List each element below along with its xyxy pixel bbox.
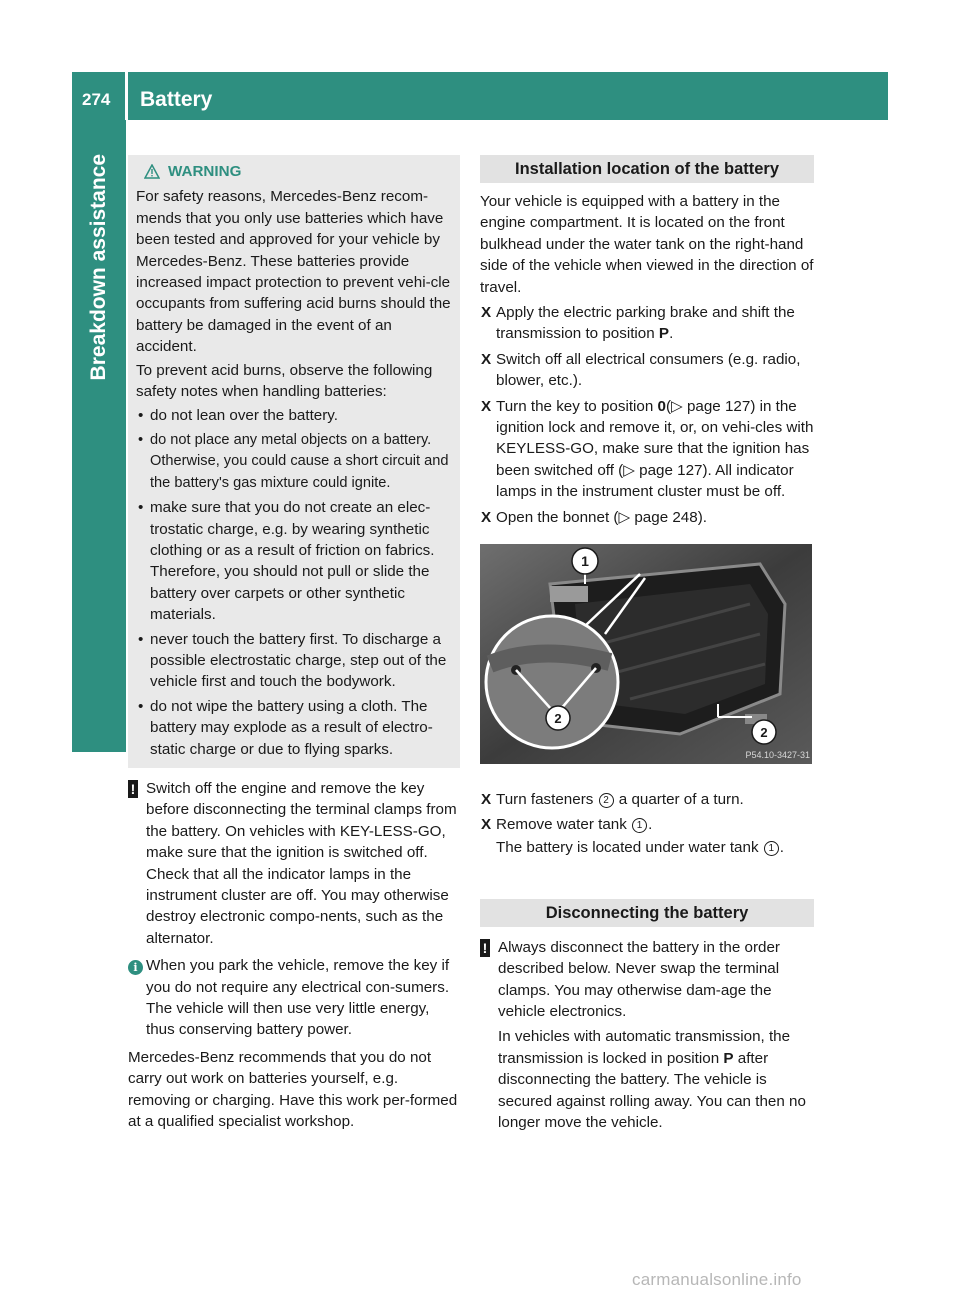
watermark: carmanualsonline.info [632, 1270, 802, 1289]
exclamation-icon: ! [128, 779, 138, 800]
step-marker-icon: X [481, 508, 492, 526]
step-marker-icon: X [481, 350, 492, 368]
step-text: Apply the electric parking brake and shift the transmission to position [496, 304, 795, 343]
info-icon: i [128, 956, 143, 977]
callout-ref-2: 2 [599, 793, 614, 808]
photo-code: P54.10-3427-31 [745, 750, 810, 761]
page-reference-link[interactable]: page 127 [686, 397, 751, 415]
warning-bullet: • never touch the battery first. To discharge a possible electrostatic charge, step out of the vehicle first and touch the bodywork. [136, 629, 456, 693]
step-text: . [648, 815, 653, 833]
page-reference-arrow-icon: ▷ [623, 461, 635, 479]
step-item [480, 302, 814, 345]
page-reference-arrow-icon: ▷ [671, 397, 683, 415]
callout-1 [572, 548, 598, 574]
page-reference-arrow-icon: ▷ [618, 508, 631, 526]
caution-note-text [498, 1026, 814, 1133]
callout-ref-1: 1 [632, 818, 647, 833]
callout-2 [752, 720, 776, 744]
svg-text:2: 2 [554, 711, 562, 727]
svg-text:2: 2 [760, 725, 768, 741]
gear-position: P [723, 1049, 734, 1067]
step-text: ( [665, 397, 672, 415]
step-note-text: The battery is located under water tank [496, 839, 763, 857]
warning-bullet: • make sure that you do not create an elec-trostatic charge, e.g. by wearing synthetic clothing or as a result of friction on fabrics. Therefore, you should not pull or slide the battery over carpets or other synthetic materials. [136, 497, 456, 625]
page-number: 274 [82, 90, 111, 109]
step-note [480, 837, 814, 858]
caution-note [128, 778, 460, 949]
installation-intro: Your vehicle is equipped with a battery in the engine compartment. It is located on the front bulkhead under the water tank on the right-hand side of the vehicle when viewed in the direction of travel. [480, 193, 814, 296]
header-divider [125, 72, 128, 120]
side-tab [72, 120, 126, 752]
info-note-text: When you park the vehicle, remove the key if you do not require any electrical con-sumers. The vehicle will then use very little energy, thus conserving battery power. [146, 957, 450, 1039]
step-item [480, 789, 814, 810]
battery-location-photo [480, 544, 812, 764]
step-item [480, 349, 814, 392]
step-text: a quarter of a turn. [614, 790, 744, 808]
caution-note-text: Switch off the engine and remove the key before disconnecting the terminal clamps from the battery. On vehicles with KEY-LESS-GO, make sure that the ignition is switched off. Check that all the indicator lamps in the instrument cluster are off. You may otherwise destroy electronic compo-nents, such as the alternator. [146, 779, 457, 947]
step-marker-icon: X [481, 397, 492, 415]
warning-bullet: • do not lean over the battery. [136, 405, 456, 426]
recommendation-text: Mercedes-Benz recommends that you do not carry out work on batteries yourself, e.g. removing or charging. Have this work per-formed at a qualified specialist workshop. [128, 1048, 458, 1131]
warning-bullet: • do not wipe the battery using a cloth. The battery may explode as a result of electro-static charge or due to flying sparks. [136, 696, 456, 760]
warning-bullet: • do not place any metal objects on a battery. Otherwise, you could cause a short circuit and the battery's gas mixture could ignite. [136, 430, 456, 494]
left-column [128, 155, 460, 1132]
caution-note-part: In vehicles with automatic transmission, the transmission is locked in position [498, 1028, 791, 1067]
step-marker-icon: X [481, 304, 492, 322]
side-tab-label: Breakdown assistance [87, 154, 110, 381]
warning-box [128, 155, 460, 768]
caution-note [480, 937, 814, 1134]
step-text: Open the bonnet ( [496, 508, 619, 526]
step-text: . [669, 325, 674, 343]
key-position: 0 [657, 397, 666, 415]
info-note [128, 955, 460, 1041]
warning-triangle-icon [144, 164, 160, 179]
caution-note-part: after disconnecting the battery. The vehicle is secured against rolling away. You can then no longer move the vehicle. [498, 1049, 806, 1131]
page-title: Battery [140, 88, 213, 111]
callout-2 [546, 706, 570, 730]
step-text: ) in the ignition lock and remove it, or, on vehi-cles with KEYLESS-GO, make sure that the ignition has been switched off ( [496, 397, 814, 479]
section-heading-installation: Installation location of the battery [480, 155, 814, 183]
step-text: Switch off all electrical consumers (e.g. radio, blower, etc.). [496, 350, 801, 390]
callout-ref-1: 1 [764, 841, 779, 856]
step-item [480, 396, 814, 503]
warning-intro: For safety reasons, Mercedes-Benz recom-mends that you only use batteries which have been tested and approved for your vehicle by Mercedes-Benz. These batteries provide increased impact protection to prevent vehi-cle occupants from suffering acid burns should the battery be damaged in the event of an accident. [136, 188, 451, 356]
section-heading-disconnecting: Disconnecting the battery [480, 899, 814, 927]
gear-position: P [658, 325, 670, 343]
warning-lead: To prevent acid burns, observe the following safety notes when handling batteries: [136, 361, 433, 401]
page-reference-link[interactable]: page 248 [634, 508, 698, 526]
step-item [480, 814, 814, 835]
step-note-text: . [779, 839, 785, 857]
exclamation-icon: ! [480, 938, 490, 959]
right-column [480, 155, 814, 1139]
step-text: ). [697, 508, 707, 526]
step-text: Turn fasteners [496, 790, 598, 808]
step-text: ). All indicator lamps in the instrument cluster must be off. [496, 461, 794, 501]
warning-title: WARNING [168, 163, 242, 180]
step-marker-icon: X [481, 790, 492, 808]
caution-note-text: Always disconnect the battery in the order described below. Never swap the terminal clamps. You may otherwise dam-age the vehicle electronics. [498, 938, 780, 1020]
step-text: Remove water tank [496, 815, 632, 833]
step-marker-icon: X [481, 815, 492, 833]
step-text: Turn the key to position [496, 397, 658, 415]
step-item [480, 507, 814, 528]
warning-heading [136, 161, 456, 182]
svg-text:1: 1 [581, 553, 589, 570]
page-reference-link[interactable]: page 127 [639, 461, 703, 479]
